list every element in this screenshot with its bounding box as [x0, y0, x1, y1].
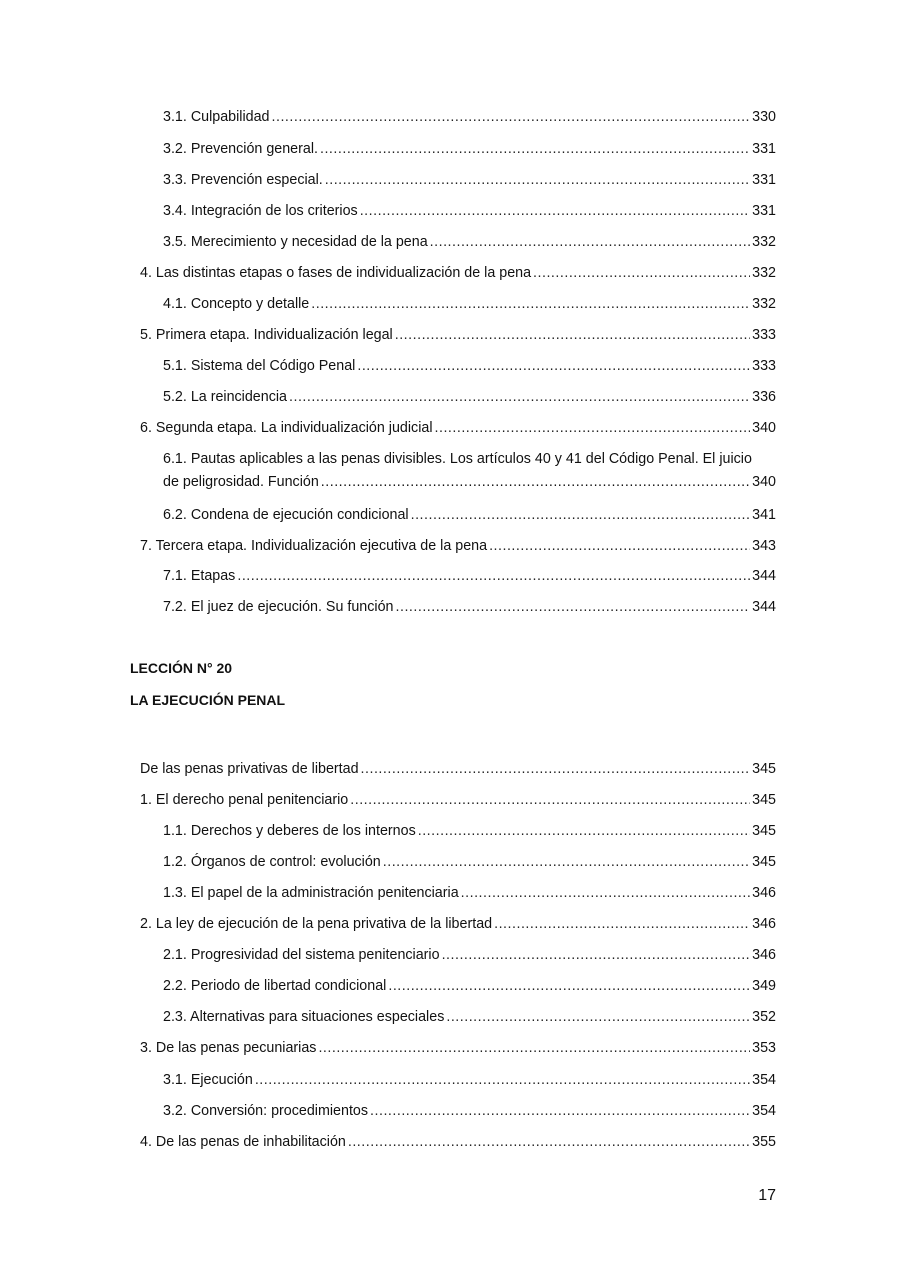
- toc-entry-page: 349: [752, 978, 776, 994]
- toc-entry-page: 331: [752, 141, 776, 157]
- toc-entry: [140, 537, 776, 555]
- toc-entry: [163, 108, 776, 126]
- toc-entry-page: 332: [752, 265, 776, 281]
- toc-entry-title: 1.2. Órganos de control: evolución: [163, 854, 381, 870]
- toc-entry-page: 333: [752, 327, 776, 343]
- toc-entry-page: 354: [752, 1072, 776, 1088]
- toc-entry-page: 353: [752, 1040, 776, 1056]
- toc-entry: [163, 388, 776, 406]
- toc-entry-title: 3.2. Conversión: procedimientos: [163, 1103, 369, 1119]
- toc-entry-page: 346: [752, 885, 776, 901]
- toc-entry-title: 7.1. Etapas: [163, 568, 236, 584]
- lesson-number: LECCIÓN N° 20: [130, 660, 233, 676]
- toc-entry-page: 346: [752, 947, 776, 963]
- toc-entry-page: 341: [752, 507, 776, 523]
- toc-entry-page: 355: [752, 1134, 776, 1150]
- toc-entry-page: 331: [752, 203, 776, 219]
- toc-entry-title: 1. El derecho penal penitenciario: [140, 792, 349, 808]
- toc-entry-page: 340: [752, 474, 776, 490]
- toc-entry: [163, 357, 776, 375]
- toc-entry-page: 346: [752, 916, 776, 932]
- toc-entry-page: 332: [752, 296, 776, 312]
- toc-entry: [140, 326, 776, 344]
- toc-entry-page: 352: [752, 1009, 776, 1025]
- toc-entry: [163, 295, 776, 313]
- toc-entry: [163, 1102, 776, 1120]
- toc-entry: [163, 1071, 776, 1089]
- toc-entry-title: 4. De las penas de inhabilitación: [140, 1134, 346, 1150]
- toc-entry-page: 336: [752, 389, 776, 405]
- toc-entry-title: De las penas privativas de libertad: [140, 761, 359, 777]
- toc-entry-page: 332: [752, 234, 776, 250]
- toc-entry-title: 3. De las penas pecuniarias: [140, 1040, 317, 1056]
- toc-entry-title: 1.3. El papel de la administración penitenciaria: [163, 885, 459, 901]
- toc-entry-title: 4.1. Concepto y detalle: [163, 296, 310, 312]
- toc-entry-title-line2: de peligrosidad. Función: [163, 474, 319, 490]
- toc-entry-page: 344: [752, 568, 776, 584]
- page-number: 17: [758, 1187, 776, 1204]
- toc-entry-title: 3.3. Prevención especial.: [163, 172, 323, 188]
- toc-entry: [163, 853, 776, 871]
- toc-entry-page: 343: [752, 538, 776, 554]
- toc-entry-title: 3.4. Integración de los criterios: [163, 203, 358, 219]
- toc-entry: [140, 791, 776, 809]
- toc-entry-title: 2.3. Alternativas para situaciones especiales: [163, 1009, 445, 1025]
- toc-entry-title-line1: 6.1. Pautas aplicables a las penas divisibles. Los artículos 40 y 41 del Código Penal. El juicio: [163, 451, 752, 467]
- toc-entry: [163, 171, 776, 189]
- toc-entry: [140, 915, 776, 933]
- toc-entry: [163, 884, 776, 902]
- toc-entry-page: 331: [752, 172, 776, 188]
- toc-entry-page: 354: [752, 1103, 776, 1119]
- toc-entry-title: 2.1. Progresividad del sistema penitenciario: [163, 947, 440, 963]
- toc-entry: [163, 946, 776, 964]
- toc-entry-title: 5. Primera etapa. Individualización legal: [140, 327, 393, 343]
- toc-entry-page: 345: [752, 823, 776, 839]
- toc-entry: [163, 202, 776, 220]
- toc-entry: [163, 598, 776, 616]
- toc-entry-page: 340: [752, 420, 776, 436]
- toc-entry: [163, 140, 776, 158]
- toc-entry-page: 330: [752, 109, 776, 125]
- toc-entry-page: 345: [752, 854, 776, 870]
- lesson-title: LA EJECUCIÓN PENAL: [130, 692, 286, 708]
- toc-entry-title: 4. Las distintas etapas o fases de individualización de la pena: [140, 265, 532, 281]
- toc-entry: [140, 264, 776, 282]
- toc-entry: [140, 1039, 776, 1057]
- toc-entry-title: 7.2. El juez de ejecución. Su función: [163, 599, 394, 615]
- toc-entry-title: 2.2. Periodo de libertad condicional: [163, 978, 387, 994]
- toc-entry-title: 3.1. Culpabilidad: [163, 109, 270, 125]
- toc-entry-title: 3.2. Prevención general.: [163, 141, 318, 157]
- toc-entry: [163, 822, 776, 840]
- toc-entry: [163, 233, 776, 251]
- toc-entry-title: 3.1. Ejecución: [163, 1072, 253, 1088]
- toc-entry-page: 333: [752, 358, 776, 374]
- toc-entry: [140, 419, 776, 437]
- toc-entry-page: 345: [752, 792, 776, 808]
- toc-entry-title: 5.1. Sistema del Código Penal: [163, 358, 356, 374]
- toc-entry-title: 1.1. Derechos y deberes de los internos: [163, 823, 416, 839]
- toc-entry-title: 6.2. Condena de ejecución condicional: [163, 507, 409, 523]
- toc-entry: [163, 506, 776, 524]
- toc-entry-title: 6. Segunda etapa. La individualización judicial: [140, 420, 433, 436]
- toc-entry-title: 3.5. Merecimiento y necesidad de la pena: [163, 234, 428, 250]
- toc-entry-title: 7. Tercera etapa. Individualización ejecutiva de la pena: [140, 538, 488, 554]
- toc-entry-title: 2. La ley de ejecución de la pena privativa de la libertad: [140, 916, 493, 932]
- toc-entry-title: 5.2. La reincidencia: [163, 389, 287, 405]
- toc-entry: [163, 567, 776, 585]
- toc-entry: [163, 1008, 776, 1026]
- toc-entry-multiline: [163, 448, 776, 494]
- toc-entry-page: 344: [752, 599, 776, 615]
- toc-entry: [140, 760, 776, 778]
- toc-entry: [163, 977, 776, 995]
- toc-entry-page: 345: [752, 761, 776, 777]
- toc-entry: [140, 1133, 776, 1151]
